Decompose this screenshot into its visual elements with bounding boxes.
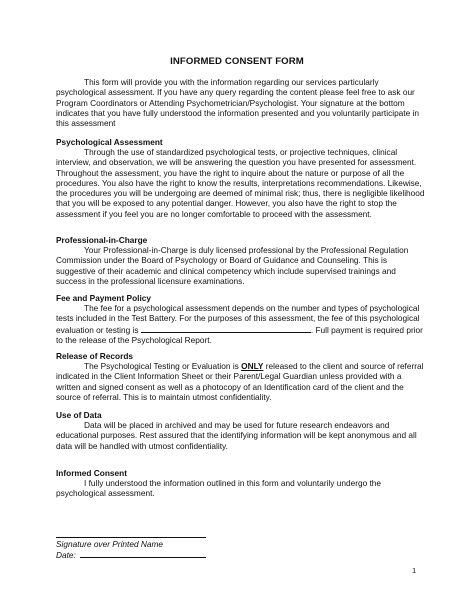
page-title: INFORMED CONSENT FORM (170, 56, 304, 67)
fee-payment-paragraph (56, 303, 426, 345)
date-label: Date: (56, 550, 76, 560)
fee-text-after: . Full payment is required prior to the release of the Psychological Report. (56, 324, 423, 345)
professional-in-charge-paragraph (56, 245, 426, 286)
informed-consent-paragraph (56, 478, 426, 499)
page-number: 1 (412, 566, 417, 575)
professional-in-charge-text: Your Professional-in-Charge is duly licensed professional by the Professional Regulation Commission under the Board of Psychology or Board of Guidance and Counseling. This is suggestive of their academic and clinical competency which include supervised trainings and success in the professional licensure examinations. (56, 245, 409, 286)
records-emphasis: ONLY (241, 361, 264, 371)
heading-release-of-records: Release of Records (56, 351, 134, 361)
use-of-data-paragraph (56, 420, 426, 451)
heading-fee-payment: Fee and Payment Policy (56, 293, 151, 303)
intro-text: This form will provide you with the information regarding our services particularly psychological assessment. If you have any query regarding the content please feel free to ask our Program Coordinators or Attending Psychometrician/Psychologist. Your signature at the bottom indicates that you have fully understood the information presented and you voluntarily participate in this assessment (56, 77, 419, 129)
heading-professional-in-charge: Professional-in-Charge (56, 235, 148, 245)
signature-line[interactable] (56, 537, 206, 538)
fee-amount-field[interactable] (141, 324, 311, 333)
signature-label: Signature over Printed Name (56, 539, 163, 549)
records-text-before: The Psychological Testing or Evaluation is (84, 361, 239, 371)
heading-psychological-assessment: Psychological Assessment (56, 137, 163, 147)
use-of-data-text: Data will be placed in archived and may be used for future research endeavors and educational purposes. Rest assured that the identifying information will be kept anonymous and all data will be handled with utmost confidentiality. (56, 420, 417, 451)
date-field[interactable] (80, 549, 206, 558)
release-of-records-paragraph (56, 361, 426, 402)
heading-use-of-data: Use of Data (56, 410, 102, 420)
fee-text-before: The fee for a psychological assessment depends on the number and types of psychological tests included in the Test Battery. For the purposes of this assessment, the fee of this psychological evaluation or testing is (56, 303, 420, 335)
date-row (56, 549, 206, 560)
informed-consent-text: I fully understood the information outlined in this form and voluntarily undergo the psychological assessment. (56, 478, 382, 499)
intro-paragraph (56, 77, 426, 128)
psychological-assessment-text: Through the use of standardized psychological tests, or projective techniques, clinical interview, and observation, we will be answering the question you have presented for assessment. Throughout the assessment, you have the right to inquire about the nature or purpose of all the procedures. You also have the right to know the results, interpretations recommendations. Likewise, the procedures you will be undergoing are deemed of minimal risk; thus, there is negligible likelihood that you will be exposed to any potential danger. However, you also have the right to stop the assessment if you feel you are no longer comfortable to proceed with the assessment. (56, 147, 425, 219)
heading-informed-consent: Informed Consent (56, 468, 127, 478)
records-text-after: released to the client and source of referral indicated in the Client Information Sheet or their Parent/Legal Guardian unless provided with a written and signed consent as well as a photocopy of an Identification card of the client and the source of referral. This is to maintain utmost confidentiality. (56, 361, 424, 402)
psychological-assessment-paragraph (56, 147, 426, 219)
